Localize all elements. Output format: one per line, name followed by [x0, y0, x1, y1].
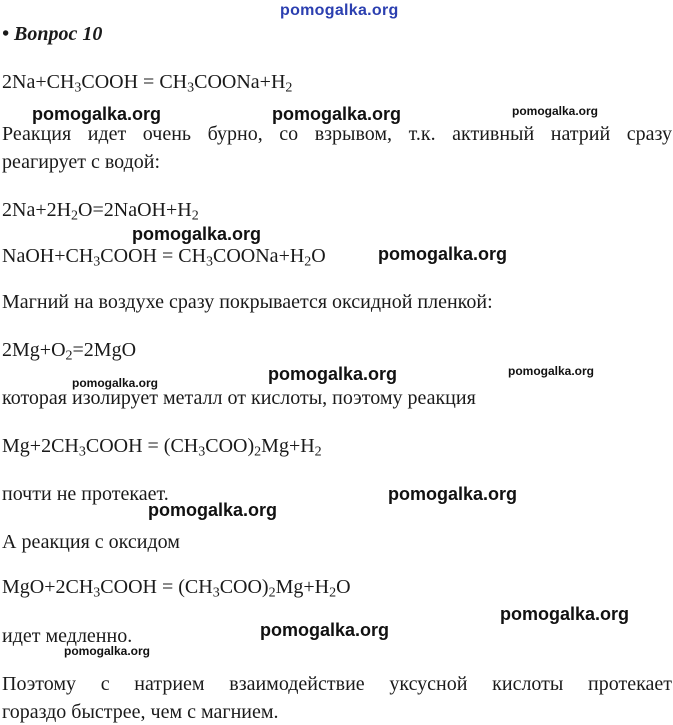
paragraph-7-line-1: Поэтому с натрием взаимодействие уксусной кислоты протекает: [2, 673, 672, 695]
watermark: pomogalka.org: [388, 484, 518, 504]
watermark: pomogalka.org: [500, 604, 630, 624]
equation-5: $Mg+2CH_3COOH = (CH_3COO)_2Mg+H_2$: [2, 435, 322, 460]
question-title: Вопрос 10: [14, 23, 103, 45]
paragraph-1-line-1: Реакция идет очень бурно, со взрывом, т.к. активный натрий сразу: [2, 123, 672, 145]
bullet: •: [2, 23, 10, 45]
paragraph-6: идет медленно.: [2, 625, 133, 647]
paragraph-5: А реакция с оксидом: [2, 531, 180, 553]
equation-2: $2Na+2H_2O=2NaOH+H_2$: [2, 199, 199, 224]
equation-3: $NaOH+CH_3COOH$ = $CH_3COONa+H_2O$: [2, 245, 326, 270]
watermark: pomogalka.org: [260, 620, 390, 640]
watermark: pomogalka.org: [378, 244, 508, 264]
watermark: pomogalka.org: [508, 364, 595, 378]
paragraph-4: почти не протекает.: [2, 483, 169, 505]
paragraph-2: Магний на воздухе сразу покрывается оксидной пленкой:: [2, 291, 493, 313]
paragraph-7-line-2: гораздо быстрее, чем с магнием.: [2, 701, 279, 723]
watermark: pomogalka.org: [32, 104, 162, 124]
watermark: pomogalka.org: [272, 104, 402, 124]
watermark: pomogalka.org: [512, 104, 599, 118]
watermark-top: pomogalka.org: [280, 2, 399, 19]
equation-4: $2Mg+O_2=2MgO$: [2, 339, 137, 364]
watermark: pomogalka.org: [148, 500, 278, 520]
watermark: pomogalka.org: [72, 376, 159, 390]
paragraph-3: которая изолирует металл от кислоты, поэтому реакция: [2, 387, 476, 409]
paragraph-1-line-2: реагирует с водой:: [2, 151, 161, 173]
watermark: pomogalka.org: [64, 644, 151, 658]
watermark: pomogalka.org: [268, 364, 398, 384]
equation-6: $MgO+2CH_3COOH = (CH_3COO)_2Mg+H_2O$: [2, 576, 351, 601]
watermark: pomogalka.org: [132, 224, 262, 244]
question-heading: [2, 22, 102, 46]
equation-1: $2Na+CH_3COOH$ = $CH_3COONa+H_2$: [2, 71, 293, 96]
